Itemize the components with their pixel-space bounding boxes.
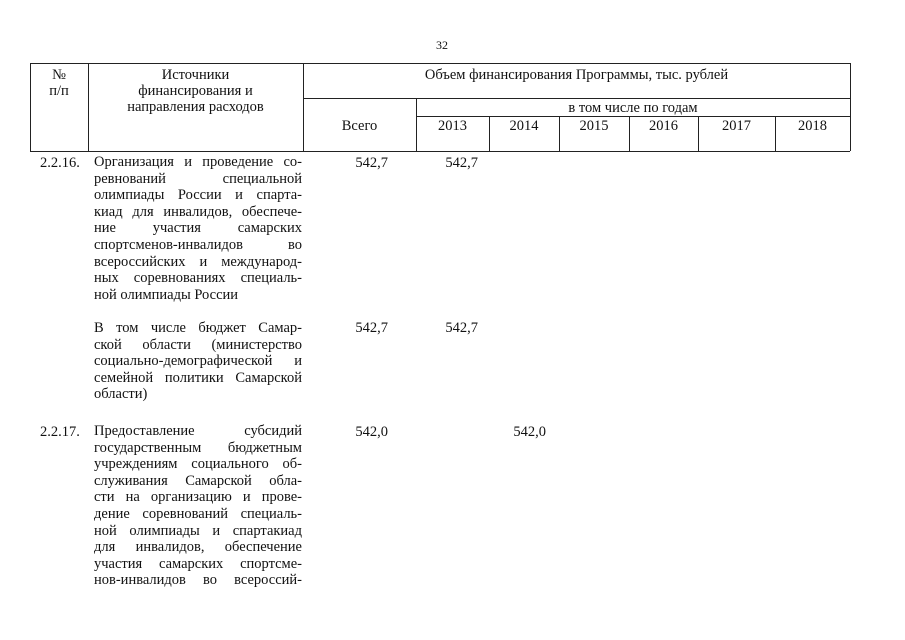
header-year-2015: 2015	[579, 118, 609, 134]
header-col-volume: Объем финансирования Программы, тыс. рублей	[424, 67, 729, 83]
page-number: 32	[436, 38, 448, 52]
header-year-2014: 2014	[509, 118, 539, 134]
row-description: Предоставление субсидий государственным бюджетным учреждениям социального об- служивания Самарской обла- сти на организацию и прове- дение соревнований специаль- ной олимпиады и спартакиад для инвалидов, обеспечение участия самарских спортсме- нов-инвалидов во всероссий-	[94, 423, 302, 589]
header-year-2017: 2017	[722, 118, 751, 134]
header-year-2013: 2013	[438, 118, 467, 134]
header-col-number: № п/п	[49, 67, 69, 99]
row-total: 542,0	[355, 424, 388, 440]
row-total: 542,7	[355, 320, 388, 336]
row-year-2013: 542,7	[445, 155, 478, 171]
row-year-2013: 542,7	[445, 320, 478, 336]
row-description: В том числе бюджет Самар- ской области (министерство социально-демографической и семейной политики Самарской области)	[94, 320, 302, 403]
row-number: 2.2.16.	[40, 155, 80, 171]
row-description: Организация и проведение со- ревнований специальной олимпиады России и спарта- киад для инвалидов, обеспече- ние участия самарских спортсменов-инвалидов во всероссийских и международ- ных соревнованиях специаль- ной олимпиады России	[94, 154, 302, 303]
row-number: 2.2.17.	[40, 424, 80, 440]
header-col-by-years: в том числе по годам	[568, 100, 698, 116]
header-col-sources: Источники финансирования и направления расходов	[127, 67, 264, 115]
row-total: 542,7	[355, 155, 388, 171]
row-year-2014: 542,0	[513, 424, 546, 440]
header-year-2018: 2018	[798, 118, 827, 134]
header-year-2016: 2016	[649, 118, 678, 134]
header-col-total: Всего	[341, 118, 378, 134]
